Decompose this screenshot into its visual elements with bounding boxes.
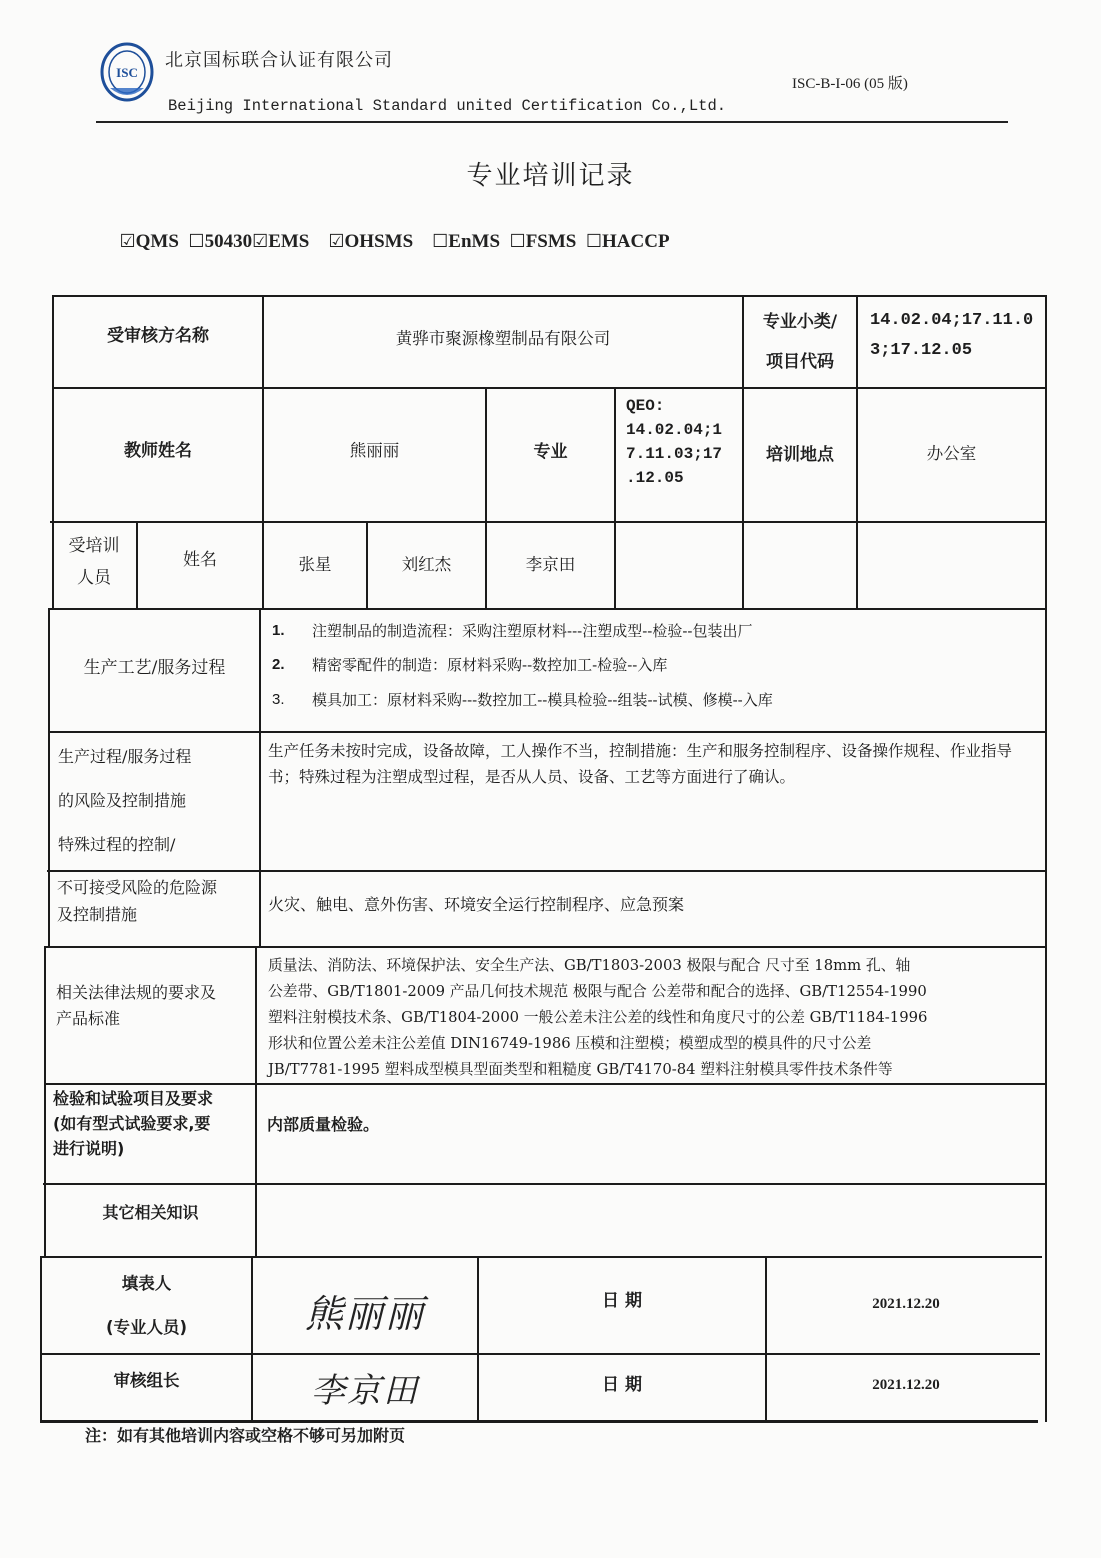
trainees-label bbox=[52, 527, 136, 597]
checkbox-mark: ☐ bbox=[188, 231, 205, 251]
process-list bbox=[272, 613, 1042, 717]
checkbox-mark: ☑ bbox=[252, 231, 269, 251]
checkbox-50430[interactable] bbox=[188, 231, 252, 253]
trainee-name: 刘红杰 bbox=[401, 555, 452, 574]
risk-label-line: 的风险及控制措施 bbox=[58, 791, 187, 810]
law-value-line: 形状和位置公差未注公差值 DIN16749-1986 压模和注塑模；模塑成型的模具件的尺寸公差 bbox=[268, 1035, 872, 1052]
checkbox-enms[interactable] bbox=[432, 231, 500, 253]
process-item-number: 1. bbox=[272, 621, 285, 639]
law-value bbox=[268, 953, 1043, 1083]
law-label bbox=[56, 980, 256, 1032]
law-value-line: 塑料注射模技术条、GB/T1804-2000 一般公差未注公差的线性和角度尺寸的公差 GB/T1184-1996 bbox=[268, 1009, 928, 1026]
leader-date-value: 2021.12.20 bbox=[872, 1376, 940, 1393]
risk-label-line: 生产过程/服务过程 bbox=[58, 747, 192, 766]
checkbox-label: 50430 bbox=[204, 231, 253, 252]
filler-date-label: 日 期 bbox=[602, 1290, 642, 1311]
filler-label-line: 填表人 bbox=[121, 1273, 172, 1293]
isc-logo bbox=[100, 42, 154, 104]
risk-label-line: 特殊过程的控制/ bbox=[58, 835, 176, 854]
col-divider bbox=[259, 608, 261, 948]
process-item-number: 2. bbox=[272, 655, 285, 673]
major-value-line: .12.05 bbox=[626, 469, 684, 487]
row-divider bbox=[44, 1083, 1046, 1085]
inspection-label-line: 检验和试验项目及要求 bbox=[53, 1089, 214, 1108]
company-name-en: Beijing International Standard united Certification Co.,Ltd. bbox=[168, 97, 727, 115]
checkbox-label: EMS bbox=[268, 231, 310, 252]
auditee-label: 受审核方名称 bbox=[107, 325, 209, 346]
category-code-line: 3;17.12.05 bbox=[870, 341, 973, 360]
row-divider bbox=[48, 731, 1047, 733]
process-item-text: 模具加工：原材料采购---数控加工--模具检验--组装--试模、修模--入库 bbox=[312, 690, 773, 709]
trainee-name: 张星 bbox=[298, 555, 332, 574]
process-item-number: 3. bbox=[272, 690, 285, 708]
process-label: 生产工艺/服务过程 bbox=[83, 657, 226, 678]
checkbox-qms[interactable] bbox=[120, 231, 179, 253]
category-label-line: 专业小类/ bbox=[762, 312, 838, 332]
trainees-label-line: 人员 bbox=[77, 568, 111, 588]
other-knowledge-label: 其它相关知识 bbox=[102, 1202, 199, 1222]
footnote: 注：如有其他培训内容或空格不够可另加附页 bbox=[85, 1426, 406, 1445]
checkbox-mark: ☐ bbox=[509, 231, 526, 251]
law-value-line: JB/T7781-1995 塑料成型模具型面类型和粗糙度 GB/T4170-84 塑料注射模具零件技术条件等 bbox=[268, 1061, 893, 1078]
filler-label-line: (专业人员) bbox=[105, 1317, 188, 1337]
process-item bbox=[272, 613, 1042, 647]
major-value-line: 7.11.03;17 bbox=[626, 445, 723, 463]
process-item bbox=[272, 647, 1042, 681]
filler-label bbox=[42, 1258, 251, 1353]
checkbox-label: FSMS bbox=[525, 231, 577, 252]
company-name-cn: 北京国标联合认证有限公司 bbox=[165, 50, 393, 71]
table-border bbox=[1045, 295, 1047, 1422]
svg-text:ISC: ISC bbox=[116, 65, 138, 80]
category-code-value bbox=[870, 306, 1045, 386]
checkbox-mark: ☐ bbox=[585, 231, 603, 251]
hazard-label bbox=[57, 874, 257, 928]
checkbox-mark: ☑ bbox=[328, 231, 345, 251]
risk-label bbox=[58, 735, 258, 867]
location-value: 办公室 bbox=[926, 444, 977, 463]
row-divider bbox=[45, 946, 1047, 948]
checkbox-ems[interactable] bbox=[252, 231, 309, 253]
category-code-line: 14.02.04;17.11.0 bbox=[870, 311, 1034, 330]
hazard-value: 火灾、触电、意外伤害、环境安全运行控制程序、应急预案 bbox=[268, 895, 685, 914]
checkbox-mark: ☑ bbox=[119, 231, 136, 251]
process-item-text: 注塑制品的制造流程：采购注塑原材料---注塑成型--检验--包装出厂 bbox=[312, 621, 753, 640]
row-divider bbox=[47, 870, 1047, 872]
risk-value: 生产任务未按时完成，设备故障，工人操作不当，控制措施：生产和服务控制程序、设备操作规程、作业指导书；特殊过程为注塑成型过程，是否从人员、设备、工艺等方面进行了确认。 bbox=[268, 742, 1013, 786]
law-label-line: 相关法律法规的要求及 bbox=[56, 983, 217, 1002]
hazard-label-line: 不可接受风险的危险源 bbox=[57, 878, 218, 897]
trainee-name-label: 姓名 bbox=[183, 549, 217, 570]
major-value-line: QEO: bbox=[626, 397, 665, 415]
law-value-line: 质量法、消防法、环境保护法、安全生产法、GB/T1803-2003 极限与配合 尺寸至 18mm 孔、轴 bbox=[268, 957, 911, 974]
process-item-text: 精密零配件的制造：原材料采购--数控加工-检验--入库 bbox=[312, 655, 668, 674]
document-code: ISC-B-I-06 (05 版) bbox=[792, 76, 908, 92]
checkbox-label: HACCP bbox=[602, 231, 670, 252]
inspection-value: 内部质量检验。 bbox=[267, 1115, 380, 1134]
major-value bbox=[626, 394, 742, 514]
process-item bbox=[272, 681, 1042, 717]
auditee-value: 黄骅市聚源橡塑制品有限公司 bbox=[395, 329, 611, 348]
teacher-label: 教师姓名 bbox=[124, 440, 192, 461]
filler-date-value: 2021.12.20 bbox=[872, 1295, 940, 1312]
other-knowledge-value bbox=[257, 1185, 1045, 1256]
management-system-checkboxes bbox=[110, 209, 670, 253]
filler-signature: 熊丽丽 bbox=[304, 1292, 425, 1336]
checkbox-mark: ☐ bbox=[432, 231, 449, 251]
leader-date-label: 日 期 bbox=[602, 1374, 642, 1395]
checkbox-label: QMS bbox=[135, 231, 179, 252]
law-label-line: 产品标准 bbox=[56, 1009, 121, 1028]
inspection-label-line: 进行说明) bbox=[53, 1139, 125, 1158]
leader-signature: 李京田 bbox=[311, 1370, 419, 1411]
leader-label: 审核组长 bbox=[113, 1371, 180, 1390]
major-label: 专业 bbox=[533, 441, 568, 462]
hazard-label-line: 及控制措施 bbox=[57, 905, 138, 924]
checkbox-label: EnMS bbox=[448, 231, 501, 252]
category-label-line: 项目代码 bbox=[766, 352, 834, 372]
trainee-name: 李京田 bbox=[525, 555, 576, 574]
law-value-line: 公差带、GB/T1801-2009 产品几何技术规范 极限与配合 公差带和配合的选择、GB/T12554-1990 bbox=[268, 983, 927, 1000]
trainees-label-line: 受培训 bbox=[68, 536, 120, 556]
inspection-label bbox=[53, 1086, 253, 1161]
checkbox-fsms[interactable] bbox=[510, 231, 577, 253]
checkbox-ohsms[interactable] bbox=[328, 231, 413, 253]
location-label: 培训地点 bbox=[766, 444, 834, 465]
major-value-line: 14.02.04;1 bbox=[626, 421, 723, 439]
checkbox-label: OHSMS bbox=[344, 231, 414, 252]
teacher-value: 熊丽丽 bbox=[349, 441, 400, 460]
page-title: 专业培训记录 bbox=[466, 161, 635, 191]
col-divider bbox=[614, 387, 616, 609]
checkbox-haccp[interactable] bbox=[586, 231, 670, 253]
header-rule bbox=[96, 121, 1008, 123]
category-label bbox=[744, 297, 856, 387]
inspection-label-line: (如有型式试验要求,要 bbox=[53, 1114, 211, 1133]
